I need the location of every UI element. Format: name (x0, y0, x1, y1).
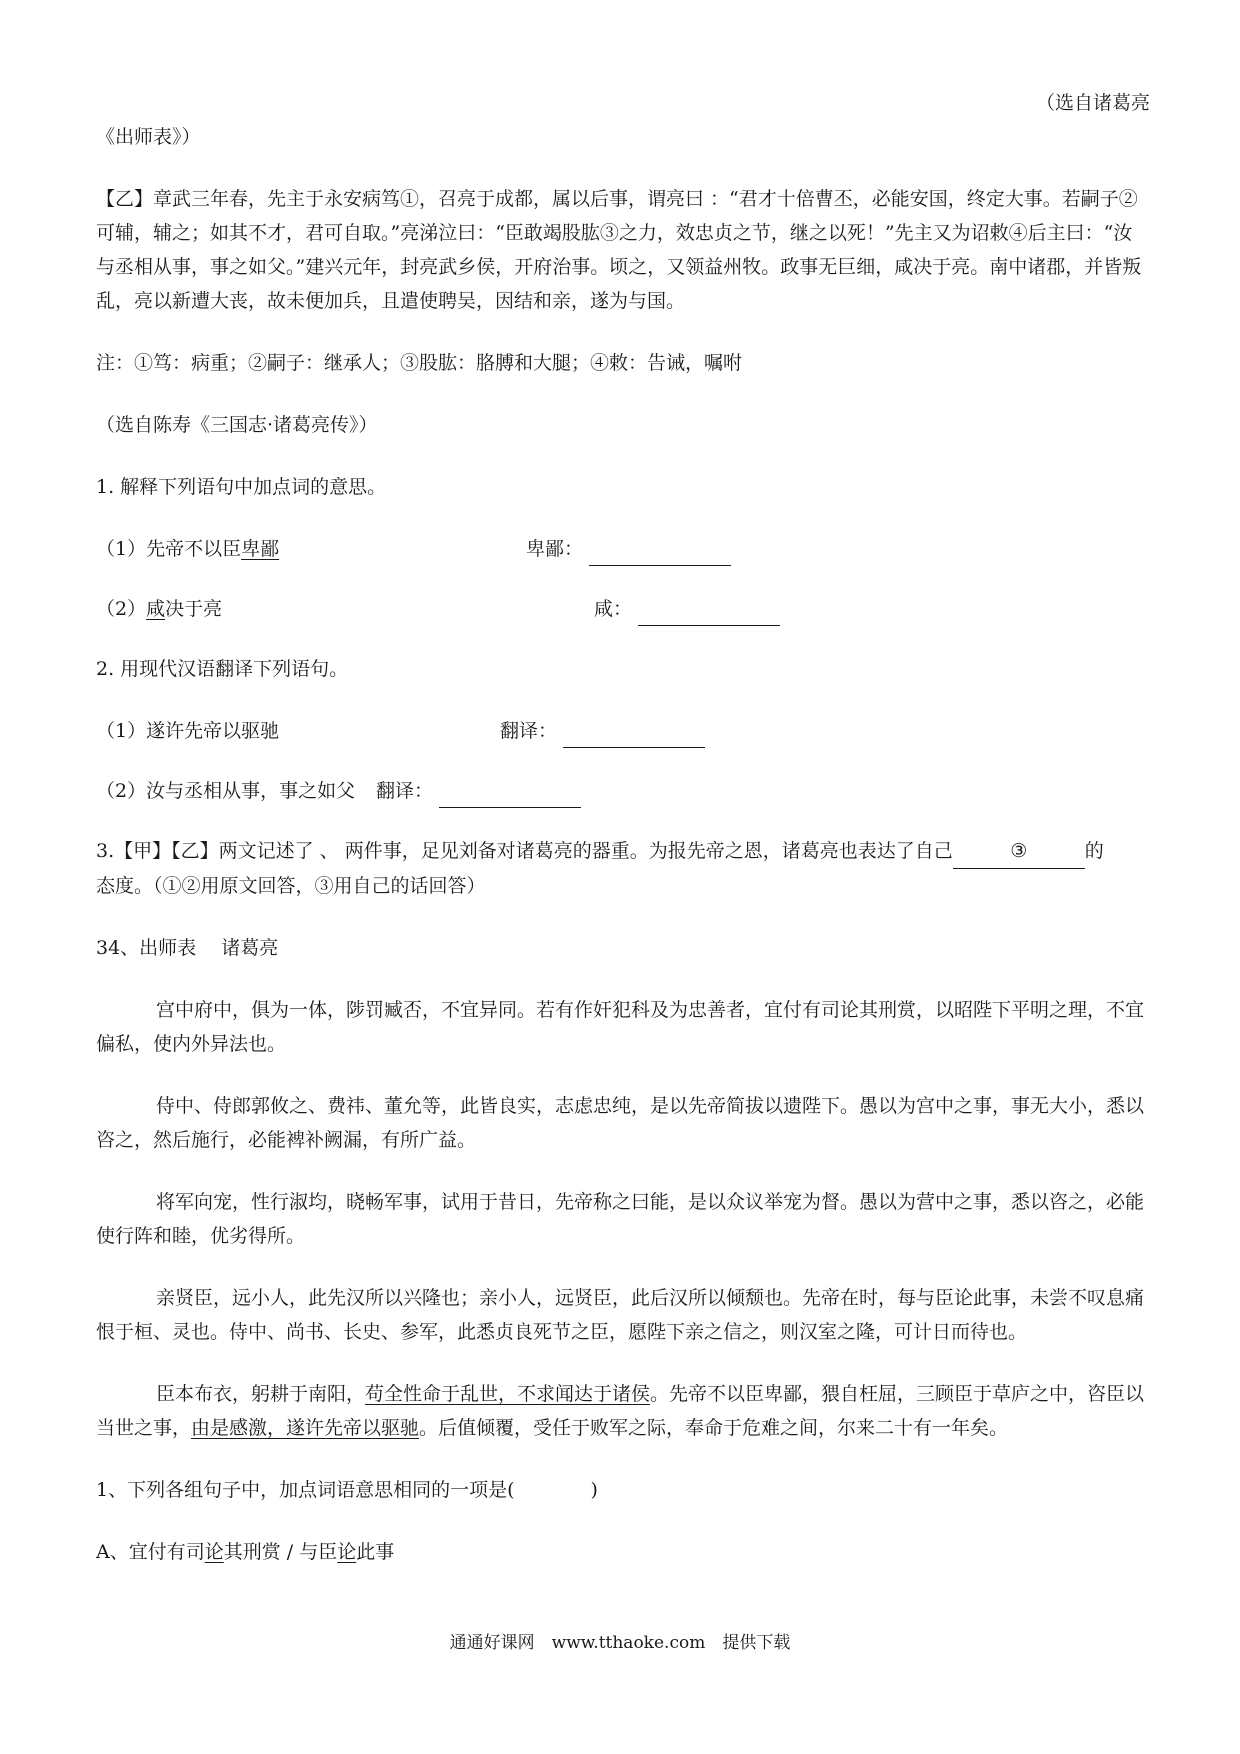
answer-label: 翻译： (376, 780, 434, 802)
source-top-left: 《出师表》） (96, 126, 201, 148)
answer-blank[interactable] (589, 539, 731, 566)
section-34-paragraph-5: 臣本布衣，躬耕于南阳，苟全性命于乱世，不求闻达于诸侯。先帝不以臣卑鄙，猥自枉屈，三顾臣于草庐之中，咨臣以当世之事，由是感激，遂许先帝以驱驰。后值倾覆，受任于败军之际，奉命于危难之间，尔来二十有一年矣。 (96, 1383, 1145, 1439)
section-34-paragraph-1: 宫中府中，俱为一体，陟罚臧否，不宜异同。若有作奸犯科及为忠善者，宜付有司论其刑赏，以昭陛下平明之理，不宜偏私，使内外异法也。 (96, 999, 1145, 1055)
answer-label: 翻译： (500, 720, 558, 742)
question-3: 3.【甲】【乙】两文记述了 、 两件事，足见刘备对诸葛亮的器重。为报先帝之恩，诸葛亮也表达了自己 ③ 的 态度。（①②用原文回答，③用自己的话回答） (96, 834, 1150, 903)
marked-word: 咸 (146, 598, 166, 620)
marked-word: 论 (337, 1541, 357, 1563)
section-34-heading: 34、出师表 诸葛亮 (96, 937, 279, 959)
document-page (96, 86, 1150, 1597)
question-34-1-option-a: A、宜付有司论其刑赏 / 与臣论此事 (96, 1541, 395, 1563)
answer-label: 卑鄙： (526, 538, 584, 560)
passage-b: 【乙】章武三年春，先主于永安病笃①，召亮于成都，属以后事，谓亮曰 ：“君才十倍曹丕，必能安国，终定大事。若嗣子②可辅，辅之；如其不才，君可自取。”亮涕泣曰：“臣敢竭股肱③之力，效忠贞之节，继之以死！”先主又为诏敕④后主曰：“汝与丞相从事，事之如父。”建兴元年，封亮武乡侯，开府治事。顷之，又领益州牧。政事无巨细，咸决于亮。南中诸郡，并皆叛乱，亮以新遭大丧，故未便加兵，且遣使聘吴，因结和亲，遂为与国。 (96, 188, 1142, 312)
passage-b-notes: 注：①笃：病重；②嗣子：继承人；③股肱：胳膊和大腿；④敕：告诫，嘱咐 (96, 352, 743, 374)
underlined-sentence-2: 由是感激，遂许先帝以驱驰 (191, 1417, 420, 1439)
question-1-item-1: （1）先帝不以臣卑鄙 卑鄙： (96, 532, 1150, 566)
marked-word: 卑鄙 (241, 538, 280, 560)
underlined-sentence-1: 苟全性命于乱世，不求闻达于诸侯 (365, 1383, 651, 1405)
source-top-right: （选自诸葛亮 (1035, 92, 1150, 114)
answer-blank[interactable] (563, 721, 705, 748)
answer-blank[interactable] (638, 599, 780, 626)
passage-b-source: （选自陈寿《三国志·诸葛亮传》） (96, 414, 378, 436)
page-footer: 通通好课网 www.tthaoke.com 提供下载 (449, 1633, 791, 1653)
answer-blank[interactable] (439, 781, 581, 808)
question-2-item-1: （1）遂许先帝以驱驰 翻译： (96, 714, 1150, 748)
section-34-paragraph-3: 将军向宠，性行淑均，晓畅军事，试用于昔日，先帝称之曰能，是以众议举宠为督。愚以为营中之事，悉以咨之，必能使行阵和睦，优劣得所。 (96, 1191, 1145, 1247)
marked-word: 论 (204, 1541, 224, 1563)
question-2-item-2: （2）汝与丞相从事，事之如父 翻译： (96, 774, 1150, 808)
answer-blank-3[interactable]: ③ (953, 834, 1085, 869)
question-1-item-2: （2）咸决于亮 咸： (96, 592, 1150, 626)
answer-label: 咸： (594, 598, 633, 620)
section-34-paragraph-4: 亲贤臣，远小人，此先汉所以兴隆也；亲小人，远贤臣，此后汉所以倾颓也。先帝在时，每与臣论此事，未尝不叹息痛恨于桓、灵也。侍中、尚书、长史、参军，此悉贞良死节之臣，愿陛下亲之信之，则汉室之隆，可计日而待也。 (96, 1287, 1145, 1343)
section-34-paragraph-2: 侍中、侍郎郭攸之、费祎、董允等，此皆良实，志虑忠纯，是以先帝简拔以遗陛下。愚以为宫中之事，事无大小，悉以咨之，然后施行，必能裨补阙漏，有所广益。 (96, 1095, 1145, 1151)
question-1-stem: 1. 解释下列语句中加点词的意思。 (96, 476, 387, 498)
question-34-1-stem: 1、下列各组句子中，加点词语意思相同的一项是( ) (96, 1479, 598, 1501)
question-2-stem: 2. 用现代汉语翻译下列语句。 (96, 658, 349, 680)
